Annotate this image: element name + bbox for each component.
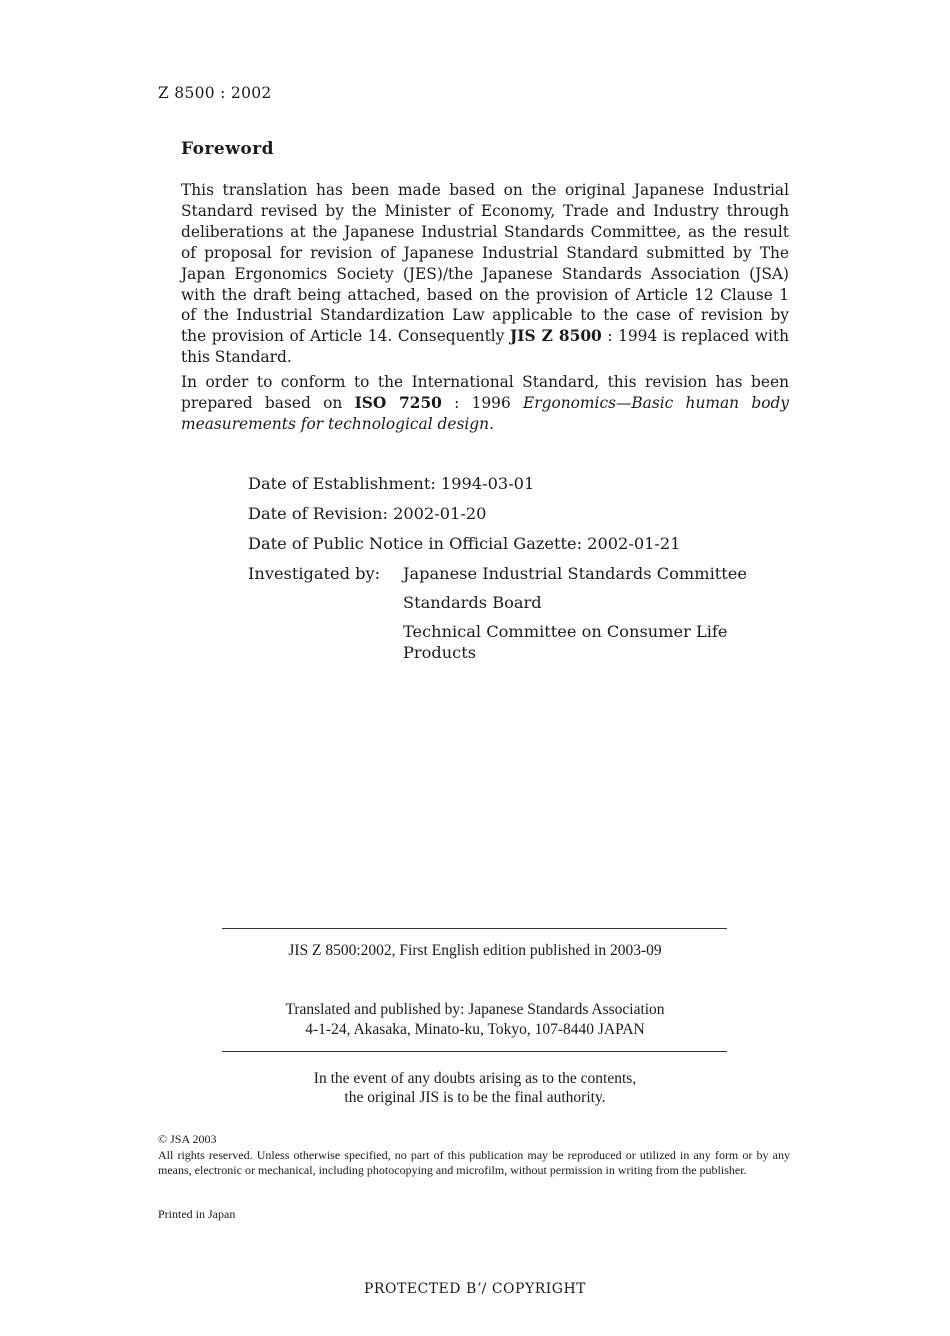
date-establishment: Date of Establishment: 1994-03-01: [248, 474, 535, 493]
foreword-p2-bold: ISO 7250: [354, 393, 442, 412]
foreword-p2-mid: : 1996: [441, 393, 524, 412]
investigator-list: [403, 563, 803, 671]
foreword-p2-text: In order to conform to the International Standard, this revision has been prepared based on: [181, 373, 789, 412]
investigator-item: Japanese Industrial Standards Committee: [403, 564, 747, 583]
foreword-p1-bold: JIS Z 8500: [509, 327, 602, 346]
authority-line-1: In the event of any doubts arising as to the contents,: [313, 1070, 637, 1087]
authority-note: [200, 1069, 750, 1107]
translation-info: [200, 1000, 750, 1040]
protected-footer: PROTECTED Bʼ/ COPYRIGHT: [364, 1281, 586, 1297]
investigated-label: Investigated by:: [248, 564, 381, 583]
dates-block: [248, 473, 803, 671]
foreword-p1-text: This translation has been made based on the original Japanese Industrial Standard revised by the Minister of Economy, Trade and Industry through deliberations at the Japanese Industrial Standards Committee, as the result of proposal for revision of Japanese Industrial Standard submitted by The Japan Ergonomics Society (JES)/the Japanese Standards Association (JSA) with the draft being attached, based on the provision of Article 12 Clause 1 of the Industrial Standardization Law applicable to the case of revision by the provision of Article 14. Consequently: [181, 181, 789, 346]
date-public-notice: Date of Public Notice in Official Gazette: 2002-01-21: [248, 534, 681, 553]
printed-in: Printed in Japan: [158, 1207, 236, 1221]
translated-line-2: 4-1-24, Akasaka, Minato-ku, Tokyo, 107-8440 JAPAN: [305, 1021, 645, 1038]
document-id: Z 8500 : 2002: [158, 84, 272, 102]
foreword-paragraph-2: [181, 372, 789, 435]
foreword-paragraph-1: [181, 180, 789, 368]
foreword-p1-tail: : 1994 is replaced with this Standard.: [181, 327, 789, 367]
rights-statement: All rights reserved. Unless otherwise specified, no part of this publication may be reproduced or utilized in any form or by any means, electronic or mechanical, including photocopying and microfilm, without permission in writing from the publisher.: [158, 1147, 790, 1177]
investigator-item: Standards Board: [403, 593, 542, 612]
investigator-item: Technical Committee on Consumer Life Products: [403, 622, 728, 662]
foreword-heading: Foreword: [181, 139, 275, 159]
foreword-p2-italic: Ergonomics—Basic human body measurements for technological design.: [181, 393, 790, 433]
copyright-line: © JSA 2003: [158, 1132, 217, 1146]
copyright-block: [158, 1132, 790, 1179]
authority-line-2: the original JIS is to be the final authority.: [344, 1089, 606, 1106]
divider-bottom: [222, 1051, 727, 1052]
investigated-by: [248, 563, 803, 671]
date-revision: Date of Revision: 2002-01-20: [248, 504, 487, 523]
translated-line-1: Translated and published by: Japanese Standards Association: [285, 1001, 665, 1018]
divider-top: [222, 928, 727, 929]
edition-line: JIS Z 8500:2002, First English edition published in 2003-09: [288, 942, 662, 959]
